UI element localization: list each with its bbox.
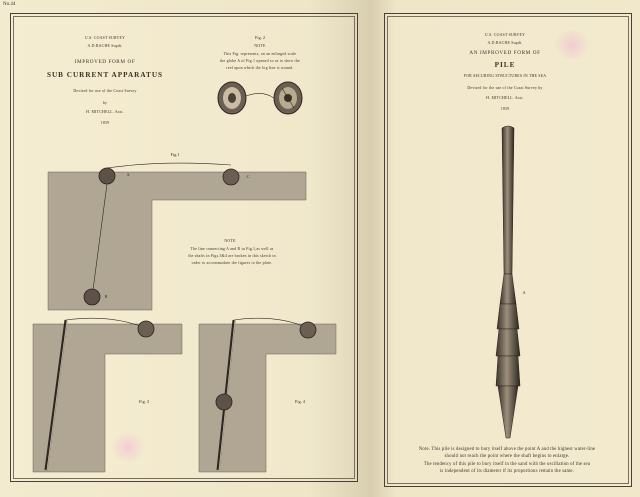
pile-note-line: Note. This pile is designed to bury itself above the point A and the highest water-line (418, 447, 596, 452)
fig3-drawing (30, 316, 185, 476)
left-author: H. MITCHELL. Asst. (86, 110, 124, 114)
left-by: by (102, 101, 108, 105)
fig4-drawing (196, 316, 341, 476)
right-devised: Devised for the use of the Coast Survey by (467, 86, 543, 90)
left-heading-1: IMPROVED FORM OF (74, 59, 136, 65)
fig2-note-line: This Fig. represents, on an enlarged scale (223, 52, 297, 56)
pile-note-line: should not reach the point where the shaft begins to enlarge. (444, 454, 570, 459)
fig2-label: Fig. 2 (254, 35, 266, 40)
fig2-note-title: NOTE (254, 44, 266, 48)
right-superintendent: A.D.BACHE Supdt. (487, 41, 523, 45)
fig2-note-line: the globe A of Fig.1 opened so as to show the (220, 59, 300, 63)
right-survey-title: U.S. COAST SURVEY (484, 33, 526, 37)
fig1-note-title: NOTE (224, 239, 236, 243)
right-heading-1: AN IMPROVED FORM OF (469, 50, 541, 56)
fig4-label: Fig. 4 (294, 399, 306, 404)
fig1-label: Fig.1 (170, 152, 180, 157)
left-heading-2: SUB CURRENT APPARATUS (46, 71, 164, 79)
left-year: 1859 (100, 121, 110, 125)
left-survey-title: U.S. COAST SURVEY (84, 36, 126, 40)
right-year: 1859 (500, 107, 510, 111)
fig1-point-b: B (104, 294, 108, 299)
left-superintendent: A.D.BACHE Supdt. (87, 44, 123, 48)
pile-point-a: A (522, 290, 526, 295)
pile-note-line: The tendency of this pile to bury itself in the sand with the oscillation of the sea (423, 462, 591, 467)
right-heading-2: PILE (494, 61, 516, 69)
fig1-point-a: A (126, 172, 130, 177)
right-author: H. MITCHELL. Asst. (486, 96, 524, 100)
fig1-note-line: order to accommodate the figures to the plate. (191, 261, 273, 265)
pile-drawing (488, 124, 528, 440)
fig1-note-line: the shafts in Figs.3&4 are broken in this sketch in (188, 254, 276, 258)
pile-note-line: is independent of its diameter if its proportions remain the same. (439, 469, 575, 474)
fig1-drawing (44, 160, 308, 315)
fig3-label: Fig. 3 (138, 399, 150, 404)
fig1-point-c: C (246, 174, 250, 179)
fig2-opened-globe-drawing (212, 76, 312, 120)
right-heading-3: FOR SECURING STRUCTURES IN THE SEA (463, 74, 547, 78)
fig1-note-line: The line connecting A and B in Fig.1,as well as (190, 247, 274, 251)
fig2-note-line: reel upon which the log line is wound. (226, 66, 294, 70)
left-devised: Devised for use of the Coast Survey (73, 89, 137, 93)
corner-label: No.44 (3, 2, 16, 7)
